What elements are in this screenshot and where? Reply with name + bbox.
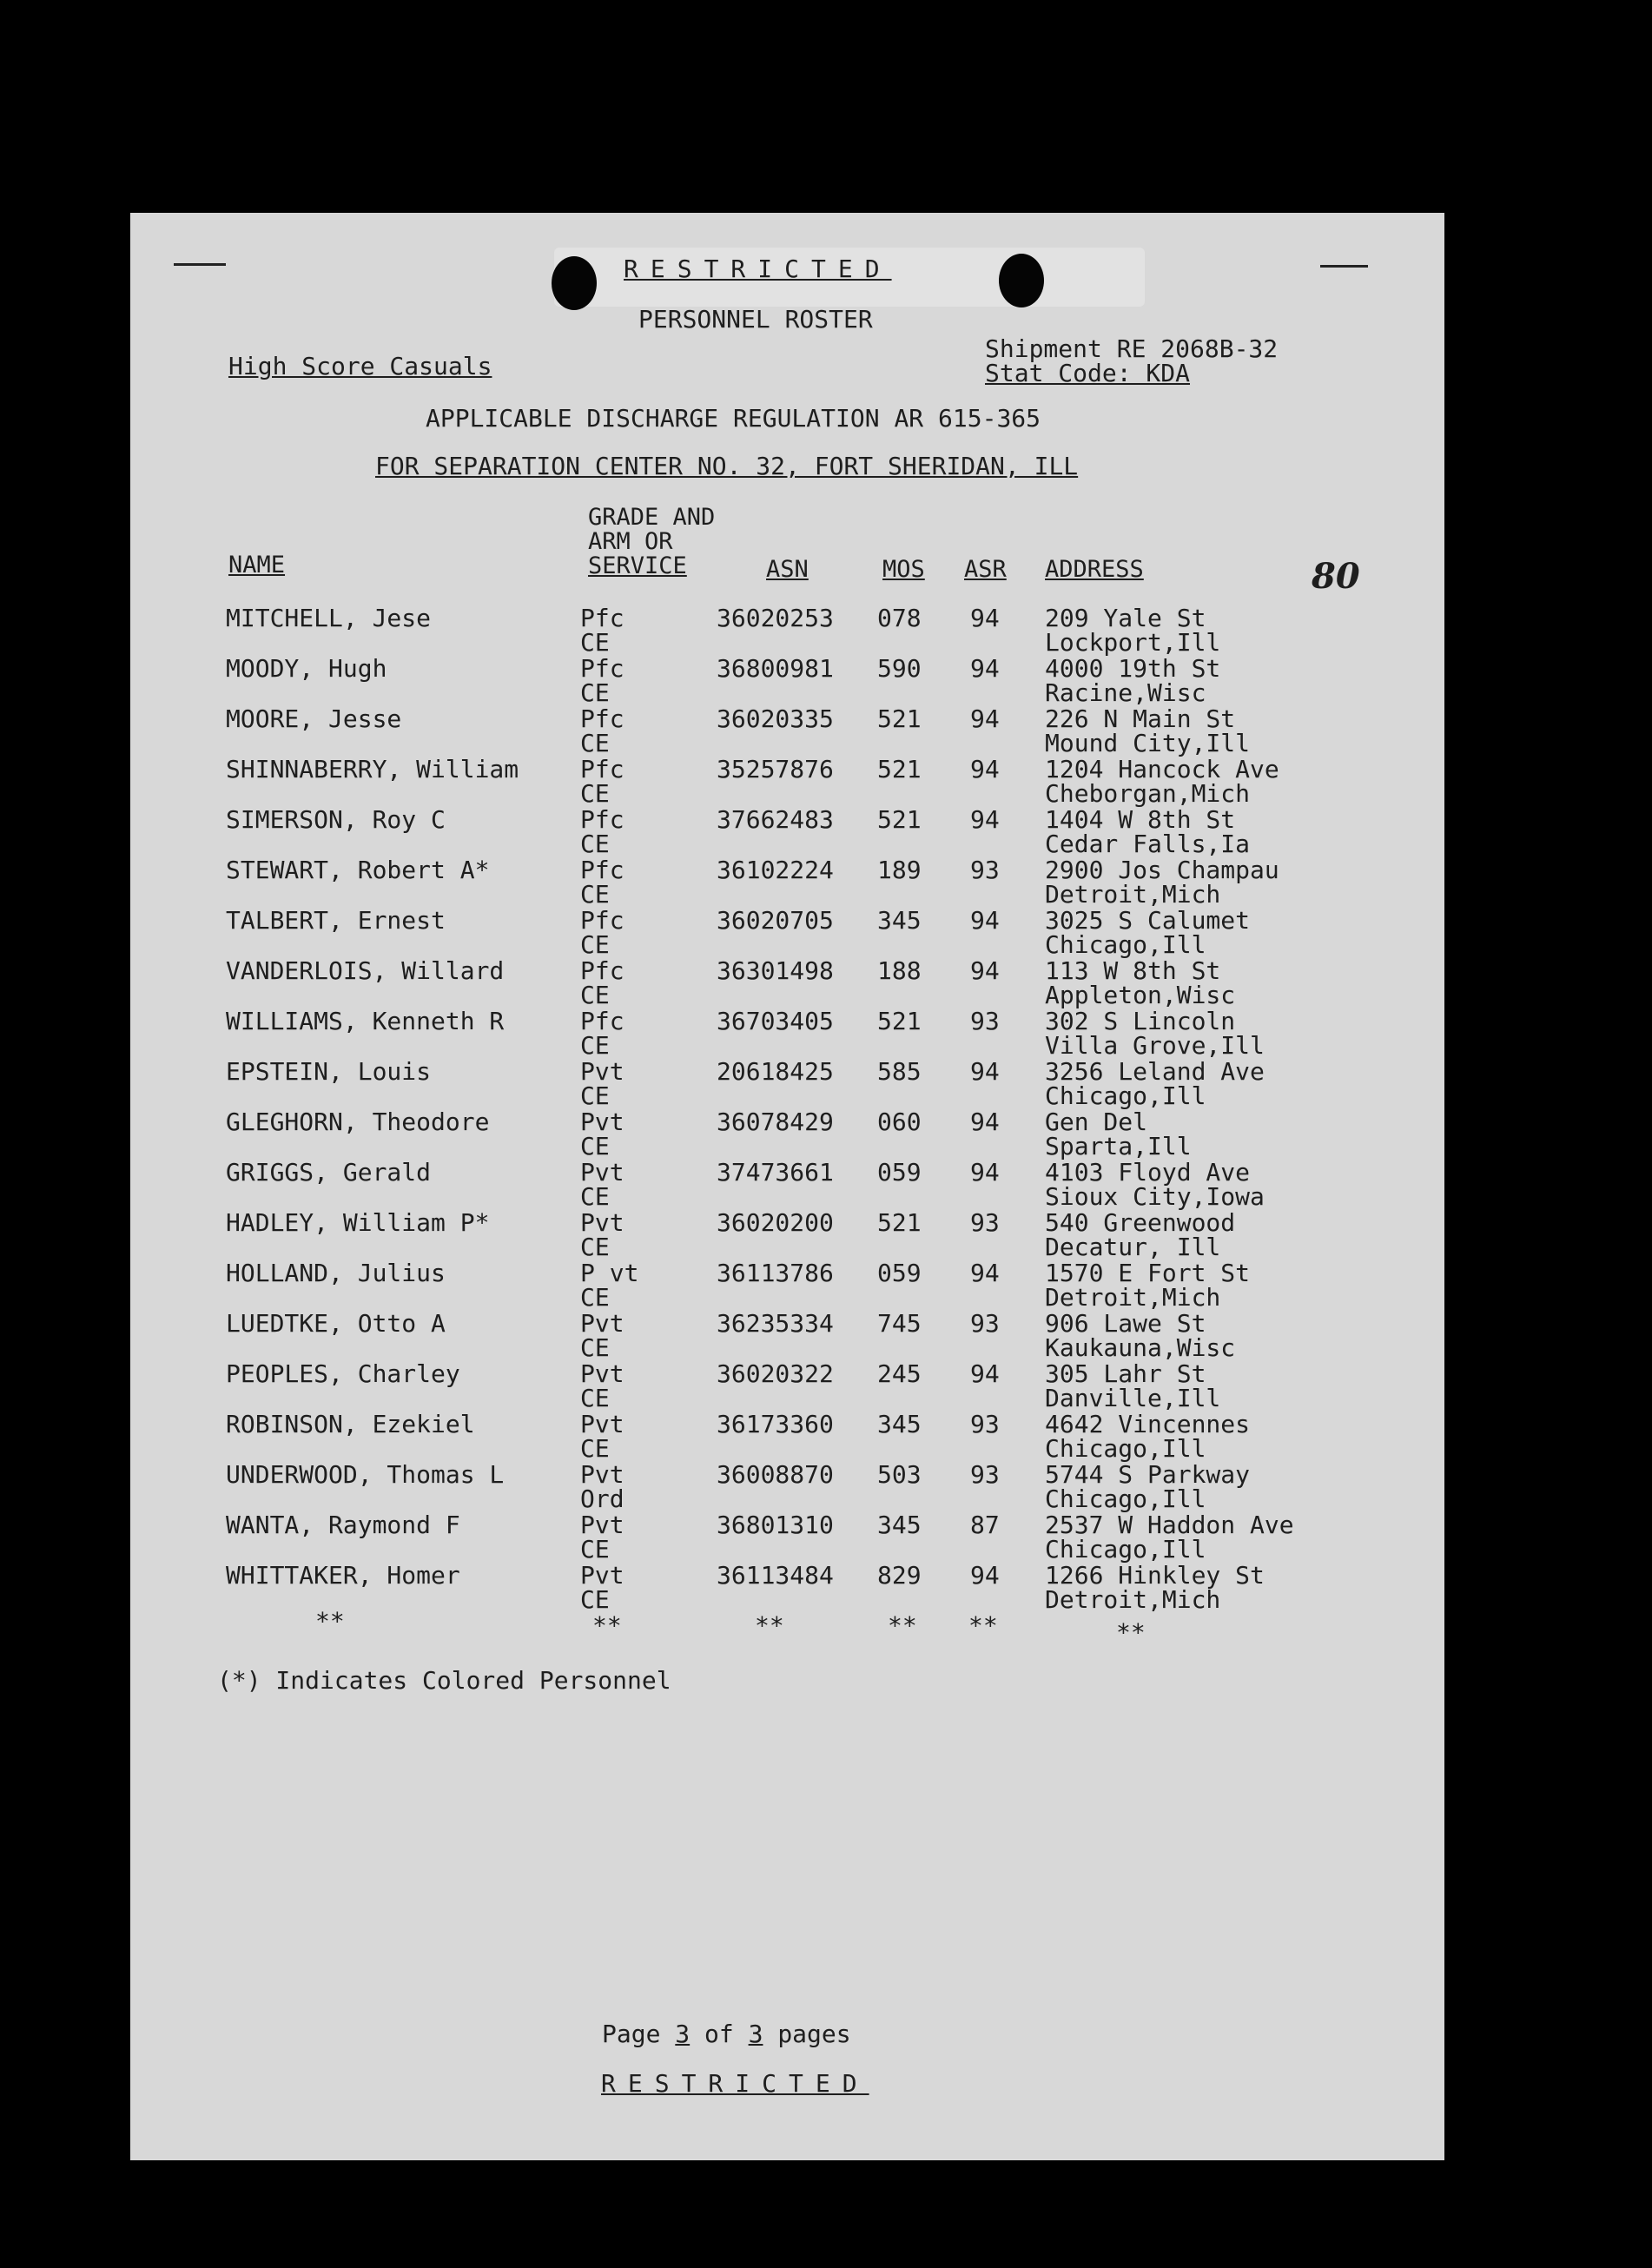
row-arm: CE — [580, 1585, 610, 1614]
table-row — [130, 1309, 1444, 1362]
row-mos: 521 — [877, 1007, 922, 1035]
row-address-street: 226 N Main St — [1045, 704, 1236, 733]
row-address-city: Detroit,Mich — [1045, 880, 1221, 909]
row-address-street: 5744 S Parkway — [1045, 1460, 1251, 1489]
row-arm: CE — [580, 1182, 610, 1211]
table-row — [130, 1158, 1444, 1211]
row-arm: CE — [580, 981, 610, 1009]
row-arm: CE — [580, 678, 610, 707]
col-address: ADDRESS — [1045, 556, 1144, 583]
row-arm: CE — [580, 1233, 610, 1261]
row-arm: CE — [580, 930, 610, 959]
col-grade-line3: SERVICE — [588, 552, 687, 579]
row-grade: Pvt — [580, 1108, 624, 1136]
row-asr: 94 — [970, 1259, 1000, 1287]
row-asn: 36020200 — [717, 1208, 834, 1237]
row-grade: Pfc — [580, 755, 624, 784]
row-address-street: 305 Lahr St — [1045, 1359, 1206, 1388]
row-asn: 36020705 — [717, 906, 834, 935]
row-asn: 36008870 — [717, 1460, 834, 1489]
row-mos: 590 — [877, 654, 922, 683]
end-marker-asn: ** — [755, 1611, 784, 1640]
row-asr: 94 — [970, 1158, 1000, 1187]
row-address-street: Gen Del — [1045, 1108, 1148, 1136]
row-address-street: 1404 W 8th St — [1045, 805, 1236, 834]
row-name: SIMERSON, Roy C — [226, 805, 446, 834]
row-address-city: Lockport,Ill — [1045, 628, 1221, 657]
row-address-street: 302 S Lincoln — [1045, 1007, 1236, 1035]
row-grade: Pfc — [580, 856, 624, 884]
col-grade-line1: GRADE AND — [588, 504, 716, 531]
row-name: UNDERWOOD, Thomas L — [226, 1460, 505, 1489]
punch-hole-left — [552, 256, 597, 310]
row-grade: Pfc — [580, 1007, 624, 1035]
col-asn: ASN — [766, 556, 809, 583]
row-arm: CE — [580, 1081, 610, 1110]
row-asn: 36800981 — [717, 654, 834, 683]
row-asr: 87 — [970, 1511, 1000, 1539]
row-asr: 93 — [970, 1208, 1000, 1237]
row-arm: CE — [580, 1333, 610, 1362]
row-grade: Pfc — [580, 704, 624, 733]
row-asn: 35257876 — [717, 755, 834, 784]
classification-bottom: RESTRICTED — [601, 2069, 869, 2098]
table-row — [130, 1108, 1444, 1158]
col-asr: ASR — [964, 556, 1007, 583]
row-grade: P vt — [580, 1259, 639, 1287]
row-asr: 94 — [970, 956, 1000, 985]
row-asn: 36020253 — [717, 604, 834, 632]
row-asr: 94 — [970, 704, 1000, 733]
row-mos: 521 — [877, 805, 922, 834]
row-arm: CE — [580, 1535, 610, 1564]
row-grade: Pfc — [580, 805, 624, 834]
row-address-street: 4642 Vincennes — [1045, 1410, 1251, 1438]
row-asn: 20618425 — [717, 1057, 834, 1086]
row-address-street: 209 Yale St — [1045, 604, 1206, 632]
row-name: ROBINSON, Ezekiel — [226, 1410, 475, 1438]
row-asn: 36801310 — [717, 1511, 834, 1539]
row-name: MOODY, Hugh — [226, 654, 387, 683]
table-row — [130, 1208, 1444, 1259]
margin-mark-left — [174, 263, 226, 266]
row-mos: 059 — [877, 1259, 922, 1287]
row-mos: 829 — [877, 1561, 922, 1590]
row-mos: 503 — [877, 1460, 922, 1489]
table-row — [130, 755, 1444, 808]
regulation: APPLICABLE DISCHARGE REGULATION AR 615-365 — [426, 404, 1041, 433]
row-grade: Pvt — [580, 1359, 624, 1388]
row-name: WHITTAKER, Homer — [226, 1561, 460, 1590]
row-name: WILLIAMS, Kenneth R — [226, 1007, 505, 1035]
row-grade: Pfc — [580, 956, 624, 985]
row-address-street: 540 Greenwood — [1045, 1208, 1236, 1237]
row-asn: 36102224 — [717, 856, 834, 884]
row-grade: Pvt — [580, 1410, 624, 1438]
row-asr: 93 — [970, 1460, 1000, 1489]
row-mos: 345 — [877, 1410, 922, 1438]
punch-hole-right — [999, 254, 1044, 307]
row-address-city: Detroit,Mich — [1045, 1585, 1221, 1614]
table-row — [130, 654, 1444, 707]
row-arm: CE — [580, 830, 610, 858]
classification-top: RESTRICTED — [624, 255, 892, 283]
row-asn: 36078429 — [717, 1108, 834, 1136]
row-address-city: Racine,Wisc — [1045, 678, 1206, 707]
row-arm: CE — [580, 1132, 610, 1160]
row-address-city: Cheborgan,Mich — [1045, 779, 1251, 808]
row-grade: Pvt — [580, 1309, 624, 1338]
row-mos: 585 — [877, 1057, 922, 1086]
row-mos: 245 — [877, 1359, 922, 1388]
row-address-street: 1266 Hinkley St — [1045, 1561, 1265, 1590]
table-row — [130, 1259, 1444, 1312]
row-name: MITCHELL, Jese — [226, 604, 432, 632]
row-address-city: Chicago,Ill — [1045, 1434, 1206, 1463]
table-row — [130, 604, 1444, 657]
row-name: MOORE, Jesse — [226, 704, 402, 733]
row-address-street: 1570 E Fort St — [1045, 1259, 1251, 1287]
page-indicator — [602, 2020, 851, 2048]
col-mos: MOS — [882, 556, 925, 583]
row-address-city: Chicago,Ill — [1045, 930, 1206, 959]
row-asn: 36113786 — [717, 1259, 834, 1287]
row-address-street: 4103 Floyd Ave — [1045, 1158, 1251, 1187]
row-name: LUEDTKE, Otto A — [226, 1309, 446, 1338]
row-asr: 94 — [970, 906, 1000, 935]
table-row — [130, 1561, 1444, 1614]
row-asr: 94 — [970, 755, 1000, 784]
row-address-city: Cedar Falls,Ia — [1045, 830, 1251, 858]
table-row — [130, 906, 1444, 959]
row-address-street: 4000 19th St — [1045, 654, 1221, 683]
footnote: (*) Indicates Colored Personnel — [217, 1666, 671, 1695]
page-total: 3 — [748, 2020, 763, 2048]
row-arm: CE — [580, 1384, 610, 1412]
row-asn: 36235334 — [717, 1309, 834, 1338]
table-row — [130, 856, 1444, 909]
row-grade: Pfc — [580, 906, 624, 935]
row-mos: 345 — [877, 906, 922, 935]
row-asn: 37473661 — [717, 1158, 834, 1187]
row-name: PEOPLES, Charley — [226, 1359, 460, 1388]
row-mos: 521 — [877, 704, 922, 733]
row-asn: 36113484 — [717, 1561, 834, 1590]
row-grade: Pvt — [580, 1460, 624, 1489]
row-asr: 93 — [970, 1309, 1000, 1338]
end-marker-mos: ** — [888, 1611, 917, 1640]
row-arm: CE — [580, 729, 610, 757]
row-mos: 059 — [877, 1158, 922, 1187]
page-prefix: Page — [602, 2020, 661, 2048]
row-mos: 060 — [877, 1108, 922, 1136]
page-suffix: pages — [777, 2020, 851, 2048]
roster-page — [130, 213, 1444, 2160]
row-address-street: 906 Lawe St — [1045, 1309, 1206, 1338]
table-row — [130, 805, 1444, 856]
row-asr: 93 — [970, 856, 1000, 884]
row-name: HADLEY, William P* — [226, 1208, 490, 1237]
row-arm: CE — [580, 628, 610, 657]
row-address-city: Sparta,Ill — [1045, 1132, 1192, 1160]
page-current: 3 — [675, 2020, 691, 2048]
row-address-city: Villa Grove,Ill — [1045, 1031, 1265, 1060]
row-asr: 94 — [970, 654, 1000, 683]
row-mos: 078 — [877, 604, 922, 632]
row-arm: CE — [580, 1031, 610, 1060]
table-row — [130, 1511, 1444, 1564]
row-mos: 521 — [877, 1208, 922, 1237]
table-row — [130, 704, 1444, 755]
table-row — [130, 1460, 1444, 1511]
row-name: EPSTEIN, Louis — [226, 1057, 432, 1086]
row-mos: 745 — [877, 1309, 922, 1338]
row-grade: Pvt — [580, 1208, 624, 1237]
row-mos: 345 — [877, 1511, 922, 1539]
row-address-city: Appleton,Wisc — [1045, 981, 1236, 1009]
margin-mark-right — [1320, 265, 1368, 268]
row-grade: Pvt — [580, 1561, 624, 1590]
table-row — [130, 1007, 1444, 1060]
table-row — [130, 1410, 1444, 1463]
row-grade: Pvt — [580, 1511, 624, 1539]
row-address-city: Chicago,Ill — [1045, 1535, 1206, 1564]
row-grade: Pvt — [580, 1158, 624, 1187]
row-address-street: 2900 Jos Champau — [1045, 856, 1279, 884]
row-address-city: Chicago,Ill — [1045, 1484, 1206, 1513]
document-title: PERSONNEL ROSTER — [638, 305, 873, 334]
row-asr: 94 — [970, 1057, 1000, 1086]
col-name: NAME — [228, 552, 286, 579]
row-address-city: Kaukauna,Wisc — [1045, 1333, 1236, 1362]
row-address-street: 2537 W Haddon Ave — [1045, 1511, 1294, 1539]
row-address-city: Danville,Ill — [1045, 1384, 1221, 1412]
group-name: High Score Casuals — [228, 352, 492, 380]
row-grade: Pvt — [580, 1057, 624, 1086]
row-asn: 37662483 — [717, 805, 834, 834]
row-arm: CE — [580, 1434, 610, 1463]
row-asr: 93 — [970, 1007, 1000, 1035]
row-name: STEWART, Robert A* — [226, 856, 490, 884]
row-asr: 94 — [970, 805, 1000, 834]
row-asn: 36020322 — [717, 1359, 834, 1388]
row-asn: 36020335 — [717, 704, 834, 733]
row-address-city: Mound City,Ill — [1045, 729, 1251, 757]
end-marker-address: ** — [1116, 1618, 1146, 1647]
row-name: SHINNABERRY, William — [226, 755, 519, 784]
separation-center: FOR SEPARATION CENTER NO. 32, FORT SHERIDAN, ILL — [375, 452, 1079, 480]
page-of: of — [704, 2020, 734, 2048]
row-name: WANTA, Raymond F — [226, 1511, 460, 1539]
row-arm: CE — [580, 880, 610, 909]
row-mos: 189 — [877, 856, 922, 884]
row-name: VANDERLOIS, Willard — [226, 956, 505, 985]
row-name: GRIGGS, Gerald — [226, 1158, 432, 1187]
row-asr: 94 — [970, 1108, 1000, 1136]
row-arm: CE — [580, 1283, 610, 1312]
table-row — [130, 956, 1444, 1007]
row-asr: 94 — [970, 1561, 1000, 1590]
row-name: HOLLAND, Julius — [226, 1259, 446, 1287]
row-address-street: 113 W 8th St — [1045, 956, 1221, 985]
row-address-street: 3256 Leland Ave — [1045, 1057, 1265, 1086]
row-address-city: Chicago,Ill — [1045, 1081, 1206, 1110]
row-name: TALBERT, Ernest — [226, 906, 446, 935]
shipment-number: Shipment RE 2068B-32 — [985, 334, 1279, 363]
end-marker-name: ** — [315, 1607, 345, 1636]
row-name: GLEGHORN, Theodore — [226, 1108, 490, 1136]
col-grade-line2: ARM OR — [588, 528, 673, 555]
row-arm: CE — [580, 779, 610, 808]
row-address-city: Decatur, Ill — [1045, 1233, 1221, 1261]
end-marker-grade: ** — [592, 1611, 622, 1640]
page-stamp-number: 80 — [1312, 556, 1360, 597]
end-marker-asr: ** — [968, 1611, 998, 1640]
table-row — [130, 1057, 1444, 1108]
row-asn: 36703405 — [717, 1007, 834, 1035]
row-asr: 93 — [970, 1410, 1000, 1438]
row-address-street: 1204 Hancock Ave — [1045, 755, 1279, 784]
row-asr: 94 — [970, 604, 1000, 632]
row-mos: 521 — [877, 755, 922, 784]
table-row — [130, 1359, 1444, 1410]
stat-code: Stat Code: KDA — [985, 359, 1191, 387]
row-asn: 36301498 — [717, 956, 834, 985]
row-mos: 188 — [877, 956, 922, 985]
row-grade: Pfc — [580, 604, 624, 632]
row-grade: Pfc — [580, 654, 624, 683]
row-address-city: Sioux City,Iowa — [1045, 1182, 1265, 1211]
row-asr: 94 — [970, 1359, 1000, 1388]
row-address-city: Detroit,Mich — [1045, 1283, 1221, 1312]
row-asn: 36173360 — [717, 1410, 834, 1438]
row-address-street: 3025 S Calumet — [1045, 906, 1251, 935]
row-arm: Ord — [580, 1484, 624, 1513]
